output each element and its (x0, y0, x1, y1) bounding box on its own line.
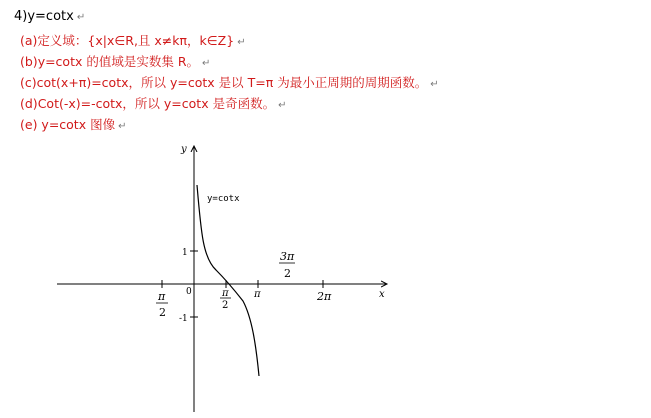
fraction-numerator: π (222, 288, 229, 299)
fraction-numerator: 3π (280, 250, 295, 263)
return-mark-icon: ↵ (237, 37, 246, 48)
fraction-denominator: 2 (159, 306, 166, 319)
return-mark-icon: ↵ (76, 12, 86, 23)
curve-label: y=cotx (207, 194, 240, 204)
period-text: (c)cot(x+π)=cotx，所以 y=cotx 是以 T=π 为最小正周期的周期函数。 (20, 75, 428, 90)
return-mark-icon: ↵ (278, 100, 287, 111)
range-text: (b)y=cotx 的值域是实数集 R。 (20, 54, 200, 69)
y-tick-label-neg1: -1 (179, 314, 188, 324)
fraction-denominator: 2 (284, 267, 291, 280)
x-axis-label: x (379, 289, 385, 300)
cot-curve (197, 185, 259, 376)
fraction-denominator: 2 (222, 300, 229, 311)
pi-over-2-label (220, 288, 231, 311)
heading-text: 4)y=cotx (14, 9, 74, 24)
y-tick-label-1: 1 (182, 248, 188, 258)
y-axis-label: y (181, 144, 187, 155)
three-pi-over-2-label (279, 250, 295, 280)
origin-label: 0 (186, 287, 192, 297)
pi-label: π (254, 289, 261, 300)
graph-caption-text: (e) y=cotx 图像 (20, 117, 116, 132)
return-mark-icon: ↵ (202, 58, 211, 69)
fraction-numerator: π (158, 290, 166, 303)
neg-pi-over-2-label (156, 290, 168, 319)
odd-function-text: (d)Cot(-x)=-cotx，所以 y=cotx 是奇函数。 (20, 96, 276, 111)
domain-text: (a)定义域：{x|x∈R,且 x≠kπ，k∈Z} (20, 33, 235, 48)
return-mark-icon: ↵ (118, 121, 127, 132)
two-pi-label: 2π (317, 290, 332, 303)
return-mark-icon: ↵ (430, 79, 439, 90)
